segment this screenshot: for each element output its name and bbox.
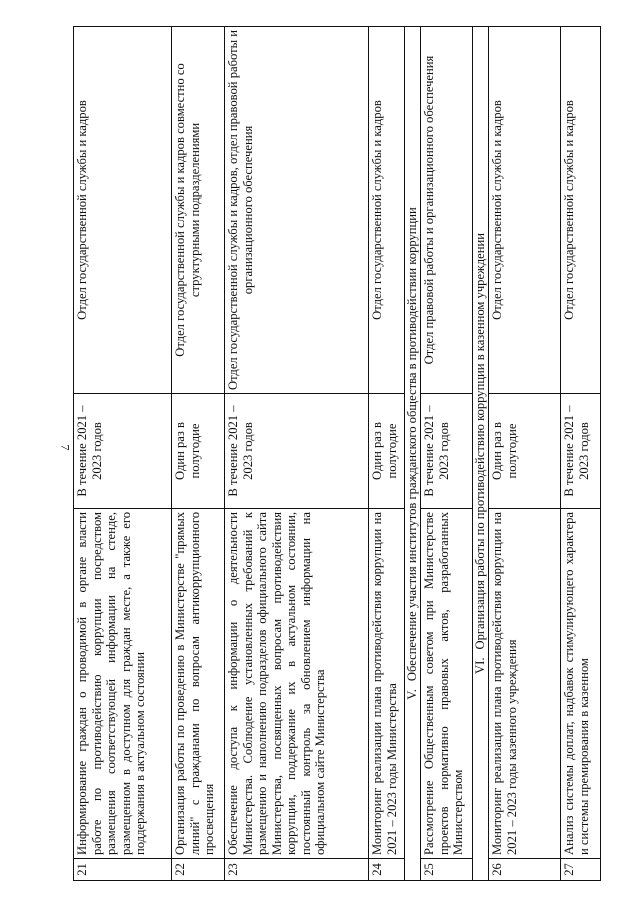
table-row	[225, 27, 369, 881]
measure-cell: Анализ системы доплат, надбавок стимулирующего характера и системы премирования в казенном	[561, 509, 601, 859]
table-row	[421, 27, 473, 881]
rotated-sheet	[73, 26, 601, 881]
table-row	[74, 27, 172, 881]
responsible-cell: Отдел государственной службы и кадров	[369, 27, 405, 394]
responsible-cell: Отдел государственной службы и кадров, отдел правовой работы и организационного обеспечения	[225, 27, 369, 394]
section-heading	[405, 27, 421, 881]
table-row	[561, 27, 601, 881]
section-number: V.	[405, 689, 419, 700]
section-heading-row	[405, 27, 421, 881]
row-number: 23	[225, 859, 369, 881]
page-number: 7	[58, 444, 73, 451]
row-number: 27	[561, 859, 601, 881]
measure-cell: Мониторинг реализации плана противодействия коррупции на 2021 – 2023 годы Министерства	[369, 509, 405, 859]
term-cell: В течение 2021 – 2023 годов	[561, 394, 601, 509]
term-cell: В течение 2021 – 2023 годов	[421, 394, 473, 509]
row-number: 21	[74, 859, 172, 881]
section-heading-row	[473, 27, 489, 881]
responsible-cell: Отдел правовой работы и организационного обеспечения	[421, 27, 473, 394]
section-title: Организация работы по противодействию коррупции в казенном учреждении	[473, 233, 487, 650]
measure-cell: Организация работы по проведению в Министерстве "прямых линий" с гражданами по вопросам антикоррупционного просвещения	[172, 509, 225, 859]
term-cell: В течение 2021 – 2023 годов	[225, 394, 369, 509]
responsible-cell: Отдел государственной службы и кадров	[561, 27, 601, 394]
row-number: 22	[172, 859, 225, 881]
table-row	[369, 27, 405, 881]
row-number: 25	[421, 859, 473, 881]
measure-cell: Обеспечение доступа к информации о деятельности Министерства. Соблюдение установленных требований к размещению и наполнению подразделов официального сайта Министерства, посвященных вопросам противодействия коррупции, поддержание их в актуальном состоянии, постоянный контроль за обновлением информации на официальном сайте Министерства	[225, 509, 369, 859]
row-number: 24	[369, 859, 405, 881]
section-heading	[473, 27, 489, 881]
term-cell: Один раз в полугодие	[489, 394, 561, 509]
responsible-cell: Отдел государственной службы и кадров	[74, 27, 172, 394]
measure-cell: Мониторинг реализации плана противодействия коррупции на 2021 – 2023 годы казенного учреждения	[489, 509, 561, 859]
rotated-content	[73, 26, 601, 881]
measure-cell: Рассмотрение Общественным советом при Министерстве проектов нормативно правовых актов, разработанных Министерством	[421, 509, 473, 859]
section-title: Обеспечение участия институтов гражданского общества в противодействии коррупции	[405, 207, 419, 682]
responsible-cell: Отдел государственной службы и кадров	[489, 27, 561, 394]
table-row	[172, 27, 225, 881]
table-row	[489, 27, 561, 881]
row-number: 26	[489, 859, 561, 881]
term-cell: В течение 2021 – 2023 годов	[74, 394, 172, 509]
term-cell: Один раз в полугодие	[369, 394, 405, 509]
term-cell: Один раз в полугодие	[172, 394, 225, 509]
measure-cell: Информирование граждан о проводимой в органе власти работе по противодействию коррупции посредством размещения соответствующей информации на стенде, размещенном в доступном для граждан месте, а также его поддержания в актуальном состоянии	[74, 509, 172, 859]
responsible-cell: Отдел государственной службы и кадров совместно со структурными подразделениями	[172, 27, 225, 394]
section-number: VI.	[473, 657, 487, 674]
action-plan-table	[73, 26, 601, 881]
